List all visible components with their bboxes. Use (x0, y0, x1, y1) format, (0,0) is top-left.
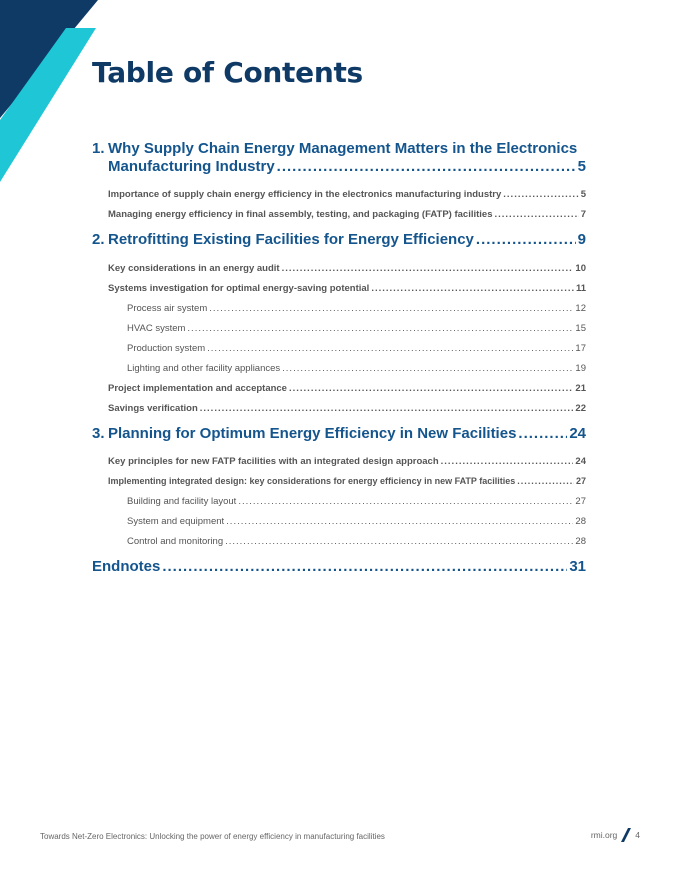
toc-page-number: 12 (575, 303, 586, 314)
footer-report-title: Towards Net-Zero Electronics: Unlocking the power of energy efficiency in manufacturing facilities (40, 832, 385, 841)
toc-entry[interactable] (108, 403, 586, 414)
toc-entry[interactable] (108, 189, 586, 200)
toc-entry[interactable] (108, 263, 586, 274)
toc-section-1-heading-line1[interactable] (92, 140, 577, 157)
dot-leader (226, 516, 573, 527)
toc-entry-label: Key principles for new FATP facilities with an integrated design approach (108, 456, 439, 467)
toc-section-title: Planning for Optimum Energy Efficiency in New Facilities (108, 425, 517, 442)
dot-leader (371, 283, 574, 294)
toc-page-number: 28 (575, 516, 586, 527)
footer-site-link[interactable]: rmi.org (590, 830, 618, 840)
toc-page-number: 21 (575, 383, 586, 394)
toc-entry-label: Building and facility layout (127, 496, 237, 507)
toc-subentry[interactable] (127, 516, 586, 527)
dot-leader (238, 496, 573, 507)
toc-entry-label: Managing energy efficiency in final assembly, testing, and packaging (FATP) facilities (108, 209, 493, 220)
toc-entry-label: Lighting and other facility appliances (127, 363, 281, 374)
toc-entry[interactable] (108, 476, 586, 486)
toc-entry[interactable] (108, 456, 586, 467)
toc-entry-label: Importance of supply chain energy efficiency in the electronics manufacturing industry (108, 189, 502, 200)
toc-entry-label: Implementing integrated design: key considerations for energy efficiency in new FATP facilities (108, 476, 516, 486)
footer-page-info (591, 828, 640, 842)
dot-leader (495, 209, 579, 220)
dot-leader (187, 323, 573, 334)
toc-page-number: 22 (575, 403, 586, 414)
toc-section-number: 2. (92, 231, 105, 248)
page-title: Table of Contents (92, 56, 363, 89)
toc-page-number: 5 (580, 189, 586, 200)
toc-section-number: 3. (92, 425, 105, 442)
toc-subentry[interactable] (127, 343, 586, 354)
dot-leader (476, 231, 576, 248)
toc-page-number: 27 (575, 496, 586, 507)
toc-entry-label: System and equipment (127, 516, 225, 527)
toc-page-number: 28 (575, 536, 586, 547)
toc-entry-label: Systems investigation for optimal energy-saving potential (108, 283, 370, 294)
toc-page-number: 27 (575, 476, 586, 486)
dot-leader (441, 456, 574, 467)
dot-leader (289, 383, 573, 394)
toc-page-number: 19 (575, 363, 586, 374)
dot-leader (518, 425, 567, 442)
dot-leader (200, 403, 574, 414)
toc-section-2-heading[interactable] (92, 231, 586, 248)
corner-decoration (0, 0, 110, 190)
toc-page-number: 24 (569, 425, 586, 442)
toc-entry[interactable] (108, 209, 586, 220)
rmi-slash-icon (621, 828, 631, 842)
toc-entry-label: Project implementation and acceptance (108, 383, 287, 394)
toc-page-number: 15 (575, 323, 586, 334)
toc-entry[interactable] (108, 383, 586, 394)
toc-entry[interactable] (108, 283, 586, 294)
dot-leader (209, 303, 573, 314)
toc-page-number: 9 (577, 231, 586, 248)
toc-section-1-heading-line2[interactable] (108, 158, 586, 175)
toc-page-number: 11 (575, 283, 586, 294)
toc-section-number: 1. (92, 140, 105, 157)
dot-leader (225, 536, 573, 547)
dot-leader (277, 158, 576, 175)
toc-subentry[interactable] (127, 536, 586, 547)
toc-entry-label: Production system (127, 343, 206, 354)
toc-section-title: Retrofitting Existing Facilities for Energy Efficiency (108, 231, 474, 248)
toc-page-number: 31 (569, 558, 586, 575)
dot-leader (207, 343, 573, 354)
toc-page-number: 10 (575, 263, 586, 274)
toc-subentry[interactable] (127, 496, 586, 507)
toc-entry-label: HVAC system (127, 323, 186, 334)
footer-page-number: 4 (635, 830, 640, 840)
toc-section-title: Endnotes (92, 558, 161, 575)
toc-endnotes[interactable] (92, 558, 586, 575)
dot-leader (503, 189, 578, 200)
toc-section-title: Manufacturing Industry (108, 158, 275, 175)
toc-page-number: 7 (580, 209, 586, 220)
toc-entry-label: Savings verification (108, 403, 198, 414)
toc-subentry[interactable] (127, 363, 586, 374)
toc-entry-label: Process air system (127, 303, 208, 314)
toc-section-3-heading[interactable] (92, 425, 586, 442)
dot-leader (282, 263, 574, 274)
toc-page-number: 5 (577, 158, 586, 175)
toc-subentry[interactable] (127, 323, 586, 334)
dot-leader (517, 476, 574, 486)
toc-entry-label: Key considerations in an energy audit (108, 263, 280, 274)
toc-page-number: 17 (575, 343, 586, 354)
toc-entry-label: Control and monitoring (127, 536, 224, 547)
toc-page-number: 24 (575, 456, 586, 467)
toc-subentry[interactable] (127, 303, 586, 314)
dot-leader (162, 558, 567, 575)
toc-section-title: Why Supply Chain Energy Management Matters in the Electronics (108, 140, 578, 157)
dot-leader (282, 363, 573, 374)
